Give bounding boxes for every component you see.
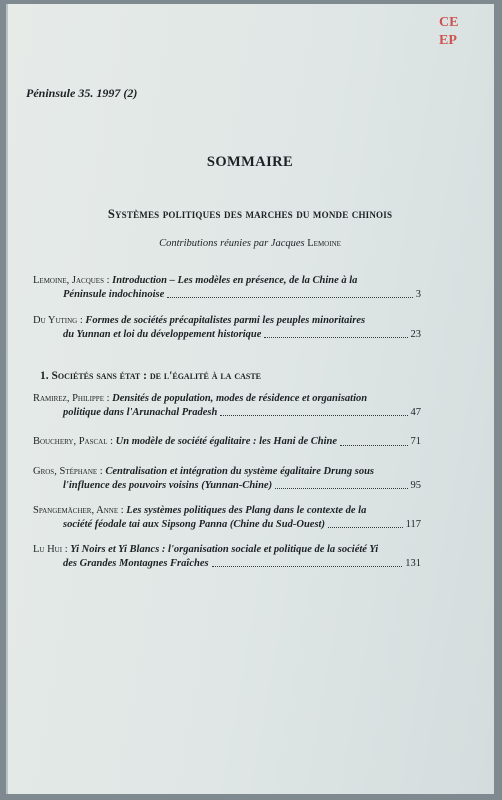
entry-author: Gros, Stéphane :: [33, 466, 103, 477]
toc-entry: [33, 543, 421, 570]
entry-title-line-2: politique dans l'Arunachal Pradesh: [63, 406, 218, 418]
entry-page: 95: [410, 479, 421, 491]
toc-entry: [33, 274, 421, 301]
entry-author: Bouchery, Pascal :: [33, 436, 114, 447]
entry-author: Lemoine, Jacques :: [33, 275, 110, 286]
entry-title-line-1: Formes de sociétés précapitalistes parmi les peuples minoritaires: [85, 315, 366, 326]
entry-page: 23: [410, 328, 421, 340]
entry-author: Lu Hui :: [33, 544, 68, 555]
journal-page: [6, 4, 494, 794]
page-title: SOMMAIRE: [206, 154, 294, 170]
entry-page: 47: [410, 406, 421, 418]
entry-page: 117: [405, 518, 421, 530]
editor-name: Lemoine: [307, 238, 341, 249]
toc-entry: [33, 392, 421, 419]
entry-title-line-2: l'influence des pouvoirs voisins (Yunnan-Chine): [63, 479, 273, 491]
toc-entry: [33, 504, 421, 531]
section-heading: 1. Sociétés sans état : de l'égalité à la caste: [40, 370, 262, 382]
entry-title-line-1: Centralisation et intégration du système égalitaire Drung sous: [105, 466, 375, 477]
entry-page: 71: [410, 436, 421, 447]
contributions-line: [6, 238, 494, 249]
entry-author: Spangemächer, Anne :: [33, 505, 124, 516]
toc-entry: [33, 465, 421, 492]
leader-dots: [220, 406, 407, 417]
entry-title-line-1: Densités de population, modes de résidence et organisation: [112, 393, 368, 404]
journal-reference: Péninsule 35. 1997 (2): [26, 86, 138, 100]
issue-subtitle: Systèmes politiques des marches du monde chinois: [107, 207, 393, 221]
entry-author: Ramirez, Philippe :: [33, 393, 110, 404]
entry-author: Du Yuting :: [33, 315, 83, 326]
leader-dots: [340, 435, 407, 446]
stamp-line-1: CE: [439, 15, 459, 30]
entry-title-line-1: Introduction – Les modèles en présence, de la Chine à la: [112, 275, 358, 286]
toc-entry: [33, 314, 421, 341]
leader-dots: [167, 288, 413, 299]
leader-dots: [212, 557, 403, 568]
entry-title-line-1: Yi Noirs et Yi Blancs : l'organisation sociale et politique de la société Yi: [70, 544, 379, 555]
contributions-prefix: Contributions réunies par Jacques: [159, 238, 308, 249]
entry-title-line-2: du Yunnan et loi du développement historique: [63, 328, 262, 340]
leader-dots: [264, 328, 407, 339]
stamp-line-2: EP: [439, 33, 457, 48]
entry-title-line-1: Les systèmes politiques des Plang dans le contexte de la: [126, 505, 367, 516]
entry-title-line-2: des Grandes Montagnes Fraîches: [63, 557, 209, 569]
entry-page: 131: [405, 557, 421, 569]
toc-entry: [33, 435, 421, 449]
entry-title-line-1: Un modèle de société égalitaire : les Hani de Chine: [115, 436, 338, 447]
entry-title-line-2: société féodale tai aux Sipsong Panna (Chine du Sud-Ouest): [63, 518, 325, 530]
leader-dots: [275, 479, 407, 490]
entry-title-line-2: Péninsule indochinoise: [63, 288, 165, 300]
leader-dots: [328, 518, 403, 529]
entry-page: 3: [415, 288, 421, 300]
library-stamp: [439, 14, 483, 54]
